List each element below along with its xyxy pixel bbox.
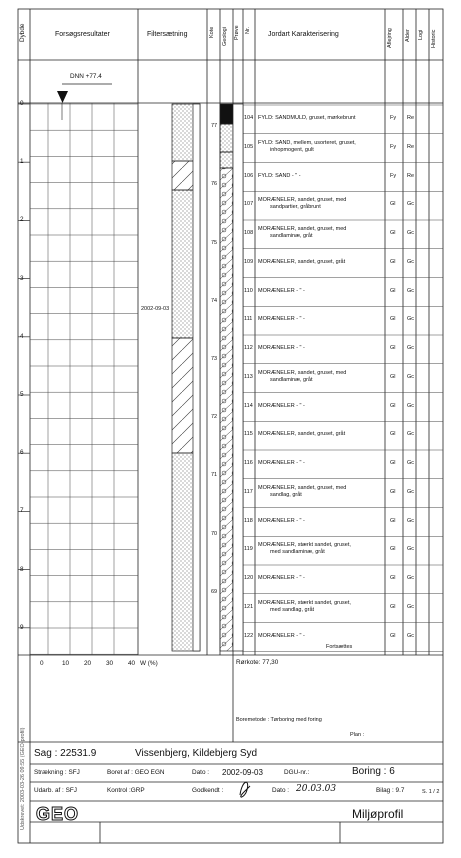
sample-description: MORÆNELER, stærkt sandet, gruset, (258, 542, 351, 549)
rorkote-text: Rørkote: 77,30 (236, 659, 279, 666)
aflejring-header: Aflejring (387, 28, 393, 48)
dato2-label: Dato : (272, 787, 290, 794)
sample-row (243, 594, 443, 623)
sag-text: Sag : 22531.9 (34, 748, 97, 759)
sample-number: 118 (244, 517, 253, 524)
sample-row (243, 508, 443, 537)
w-axis-tick: 10 (62, 660, 70, 667)
sample-row (243, 421, 443, 450)
sample-alder: Gc (407, 287, 415, 294)
sample-number: 106 (244, 172, 254, 179)
forsogsresultater-header: Forsøgsresultater (55, 31, 110, 38)
sample-alder: Gc (407, 575, 415, 581)
sample-aflejring: Gl (390, 575, 396, 581)
sample-number: 107 (244, 201, 254, 208)
w-axis-tick: 40 (128, 660, 136, 667)
sample-row (243, 479, 443, 508)
sample-number: 117 (244, 488, 253, 495)
depth-tick-label: 7 (20, 507, 24, 515)
sample-description: sandlaminæ, gråt (270, 376, 313, 383)
logi-header: Logi (418, 29, 424, 40)
filtersaetning-header: Filtersætning (147, 31, 188, 38)
sample-aflejring: Fy (390, 143, 397, 150)
kote-tick-label: 77 (211, 123, 218, 130)
fortsaettes-label: Fortsættes (326, 644, 353, 650)
sample-aflejring: Gl (390, 287, 396, 294)
sample-description: MORÆNELER - " - (258, 316, 305, 323)
sample-description: sandlaminæ, gråt (270, 233, 313, 239)
sample-alder: Gc (407, 201, 415, 208)
sample-number: 105 (244, 143, 254, 150)
udarb-text: Udarb. af : SFJ (34, 787, 77, 794)
sample-alder: Gc (407, 402, 415, 409)
sample-row (243, 105, 443, 134)
straekning-text: Strækning : SFJ (34, 769, 80, 776)
sample-description: inhopmogent, gult (270, 146, 314, 153)
page-text: S. 1 / 2 (422, 789, 440, 795)
sample-alder: Gc (407, 603, 415, 610)
jordart-header: Jordart Karakterisering (268, 31, 339, 38)
kote-tick-label: 76 (211, 181, 218, 188)
side-print-text: Udskrevet: 2003-03-26 09:55 (GEO-profil) (20, 727, 26, 830)
depth-tick-label: 8 (20, 565, 24, 573)
sample-description: sandpartier, gråbrunt (270, 204, 321, 211)
sample-alder: Gc (407, 546, 415, 553)
kote-tick-label: 72 (211, 414, 218, 421)
dato2-value: 20.03.03 (296, 784, 337, 794)
sample-alder: Gc (407, 373, 415, 380)
sample-aflejring: Gl (390, 431, 396, 438)
sample-row (243, 364, 443, 393)
sample-alder: Re (407, 172, 415, 179)
sample-number: 114 (244, 402, 253, 409)
w-axis-label: W (%) (140, 660, 158, 667)
sample-row (243, 249, 443, 278)
depth-tick-label: 3 (20, 274, 24, 282)
sample-alder: Re (407, 143, 415, 150)
sample-number: 121 (244, 603, 254, 610)
sample-description: med sandlaminæ, gråt (270, 549, 325, 556)
sample-description: MORÆNELER, sandet, gruset, med (258, 197, 347, 204)
sample-number: 109 (244, 258, 254, 265)
sample-alder: Gc (407, 258, 415, 265)
sample-number: 120 (244, 575, 254, 581)
w-axis-tick: 0 (40, 660, 44, 667)
dnn-label: DNN +77.4 (70, 73, 102, 80)
sample-number: 108 (244, 230, 254, 236)
miljoprofil-title: Miljøprofil (352, 807, 404, 821)
sample-aflejring: Gl (390, 373, 396, 380)
sample-row (243, 393, 443, 422)
sample-description: MORÆNELER - " - (258, 287, 305, 294)
depth-tick-label: 4 (20, 332, 24, 340)
dybde-header: Dybde (19, 23, 26, 42)
kote-tick-label: 70 (211, 530, 218, 537)
geologi-header: Geologi (222, 27, 228, 46)
sample-description: MORÆNELER - " - (258, 345, 305, 351)
sample-description: MORÆNELER, sandet, gruset, med (258, 484, 347, 491)
kote-header: Kote (209, 26, 215, 38)
sample-aflejring: Gl (390, 230, 396, 236)
sample-alder: Gc (407, 316, 415, 323)
sample-alder: Gc (407, 517, 415, 524)
godkendt-text: Godkendt : (192, 787, 224, 794)
sample-aflejring: Gl (390, 345, 396, 351)
sample-alder: Re (407, 115, 415, 121)
sample-aflejring: Fy (390, 172, 397, 179)
w-axis-tick: 30 (106, 660, 114, 667)
sample-alder: Gc (407, 345, 415, 351)
sample-aflejring: Gl (390, 632, 396, 639)
sample-description: MORÆNELER - " - (258, 517, 305, 524)
sample-aflejring: Gl (390, 460, 396, 466)
sample-aflejring: Gl (390, 546, 396, 553)
sample-description: FYLD: SAND, mellem, usorteret, gruset, (258, 139, 356, 146)
sample-description: sandlag, gråt (270, 491, 302, 498)
sample-description: FYLD: SAND - " - (258, 172, 301, 179)
kontrol-text: Kontrol :GRP (107, 787, 145, 794)
w-axis-tick: 20 (84, 660, 92, 667)
sample-description: MORÆNELER, sandet, gruset, gråt (258, 431, 346, 438)
sample-alder: Gc (407, 488, 415, 495)
sample-row (243, 278, 443, 307)
depth-tick-label: 9 (20, 623, 24, 631)
plan-text: Plan : (350, 732, 365, 738)
sample-description: FYLD: SANDMULD, gruset, mørkebrunt (258, 115, 356, 121)
sample-row (243, 220, 443, 249)
dato-label: Dato : (192, 769, 210, 776)
sample-number: 110 (244, 287, 253, 294)
nr-header: Nr. (245, 26, 251, 34)
sample-number: 119 (244, 546, 253, 553)
kote-tick-label: 75 (211, 239, 218, 246)
kote-tick-label: 73 (211, 356, 218, 363)
location-text: Vissenbjerg, Kildebjerg Syd (135, 748, 258, 759)
sample-description: MORÆNELER, sandet, gruset, med (258, 226, 347, 232)
sample-description: MORÆNELER, stærkt sandet, gruset, (258, 599, 351, 606)
sample-aflejring: Fy (390, 115, 397, 121)
sample-number: 112 (244, 345, 253, 351)
dato-value: 2002-09-03 (222, 768, 263, 777)
sample-description: MORÆNELER - " - (258, 632, 305, 639)
bilag-text: Bilag : 9.7 (376, 787, 405, 794)
sample-description: MORÆNELER - " - (258, 402, 305, 409)
sample-alder: Gc (407, 230, 415, 236)
prove-header: Prøve (234, 25, 240, 40)
sample-description: MORÆNELER, sandet, gruset, gråt (258, 258, 346, 265)
sample-aflejring: Gl (390, 258, 396, 265)
geo-logo: GEO (36, 804, 80, 824)
sample-row (243, 163, 443, 192)
sample-description: med sandlag, gråt (270, 606, 315, 613)
sample-number: 122 (244, 632, 254, 639)
sample-aflejring: Gl (390, 316, 396, 323)
sample-row (243, 536, 443, 565)
kote-tick-label: 71 (211, 472, 218, 479)
sample-row (243, 450, 443, 479)
historic-header: Historic (431, 29, 437, 48)
depth-tick-label: 0 (20, 100, 24, 107)
sample-alder: Gc (407, 431, 415, 438)
sample-description: MORÆNELER, sandet, gruset, med (258, 369, 347, 376)
sample-aflejring: Gl (390, 488, 396, 495)
sample-row (243, 335, 443, 364)
sample-row (243, 306, 443, 335)
sample-number: 104 (244, 115, 254, 121)
depth-tick-label: 2 (20, 216, 24, 224)
depth-tick-label: 1 (20, 158, 24, 166)
sample-row (243, 134, 443, 163)
sample-number: 111 (244, 316, 253, 323)
boret-af-text: Boret af : GEO EGN (107, 769, 165, 776)
dgu-text: DGU-nr.: (284, 769, 310, 776)
kote-tick-label: 69 (211, 588, 218, 595)
sample-description: MORÆNELER - " - (258, 575, 305, 581)
sample-aflejring: Gl (390, 402, 396, 409)
sample-number: 115 (244, 431, 253, 438)
depth-tick-label: 5 (20, 391, 24, 398)
depth-tick-label: 6 (20, 449, 24, 457)
boremetode-text: Boremetode : Tørboring med foring (236, 717, 322, 723)
sample-alder: Gc (407, 632, 415, 639)
sample-description: MORÆNELER - " - (258, 460, 305, 466)
boring-text: Boring : 6 (352, 766, 395, 777)
sample-number: 116 (244, 460, 253, 466)
sample-aflejring: Gl (390, 517, 396, 524)
sample-number: 113 (244, 373, 253, 380)
sample-aflejring: Gl (390, 603, 396, 610)
alder-header: Alder (405, 29, 411, 42)
sample-aflejring: Gl (390, 201, 396, 208)
sample-row (243, 565, 443, 594)
kote-tick-label: 74 (211, 297, 218, 304)
sample-row (243, 191, 443, 220)
filter-date-label: 2002-09-03 (141, 306, 170, 312)
sample-alder: Gc (407, 460, 415, 466)
